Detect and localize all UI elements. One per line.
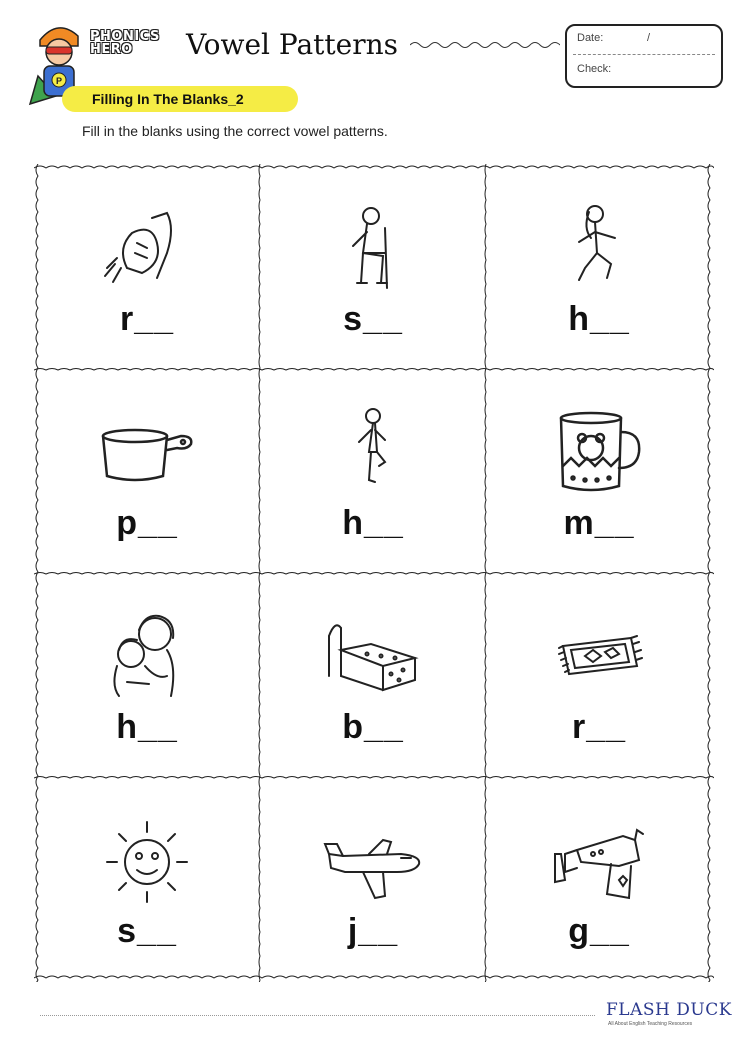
word-card [486,576,712,780]
word-card [34,780,260,984]
flash-duck-logo: FLASH DUCK [606,1000,732,1020]
gun-icon [549,810,649,910]
hands-icon [97,198,197,298]
word-card [486,780,712,984]
blank-word: s__ [117,912,177,950]
blank-word: h__ [342,504,404,542]
decorative-wave [410,40,560,50]
mug-icon [549,402,649,502]
date-label: Date: [577,32,604,44]
word-card [34,372,260,576]
check-label: Check: [577,63,612,75]
instructions: Fill in the blanks using the correct vowel patterns. [82,123,388,139]
page-title: Vowel Patterns [186,28,399,61]
blank-word: r__ [571,708,627,746]
sun-icon [97,810,197,910]
word-card [260,168,486,372]
blank-word: r__ [119,300,175,338]
blank-word: b__ [342,708,404,746]
hopping-girl-icon [323,402,423,502]
hug-icon [97,606,197,706]
running-girl-icon [549,198,649,298]
date-check-box [565,24,723,88]
date-divider [573,54,715,55]
jet-icon [323,810,423,910]
blank-word: m__ [563,504,635,542]
word-card [486,372,712,576]
logo-tagline: All About English Teaching Resources [608,1021,693,1027]
brand-line-1: PHONICS [90,29,160,44]
date-slash: / [647,32,651,44]
blank-word: p__ [116,504,178,542]
brand-line-2: HERO [90,42,133,57]
word-card [260,576,486,780]
subtitle: Filling In The Blanks_2 [92,91,244,107]
phonics-hero-logo [90,30,162,56]
word-card [260,372,486,576]
blank-word: j__ [347,912,399,950]
blank-word: h__ [568,300,630,338]
word-card [260,780,486,984]
blank-word: h__ [116,708,178,746]
sitting-person-icon [323,198,423,298]
blank-word: g__ [568,912,630,950]
svg-text:P: P [56,76,63,86]
word-card [34,168,260,372]
rug-icon [549,606,649,706]
bed-icon [323,606,423,706]
pan-icon [97,402,197,502]
word-card [34,576,260,780]
word-card [486,168,712,372]
blank-word: s__ [343,300,403,338]
footer-divider [40,1015,595,1016]
